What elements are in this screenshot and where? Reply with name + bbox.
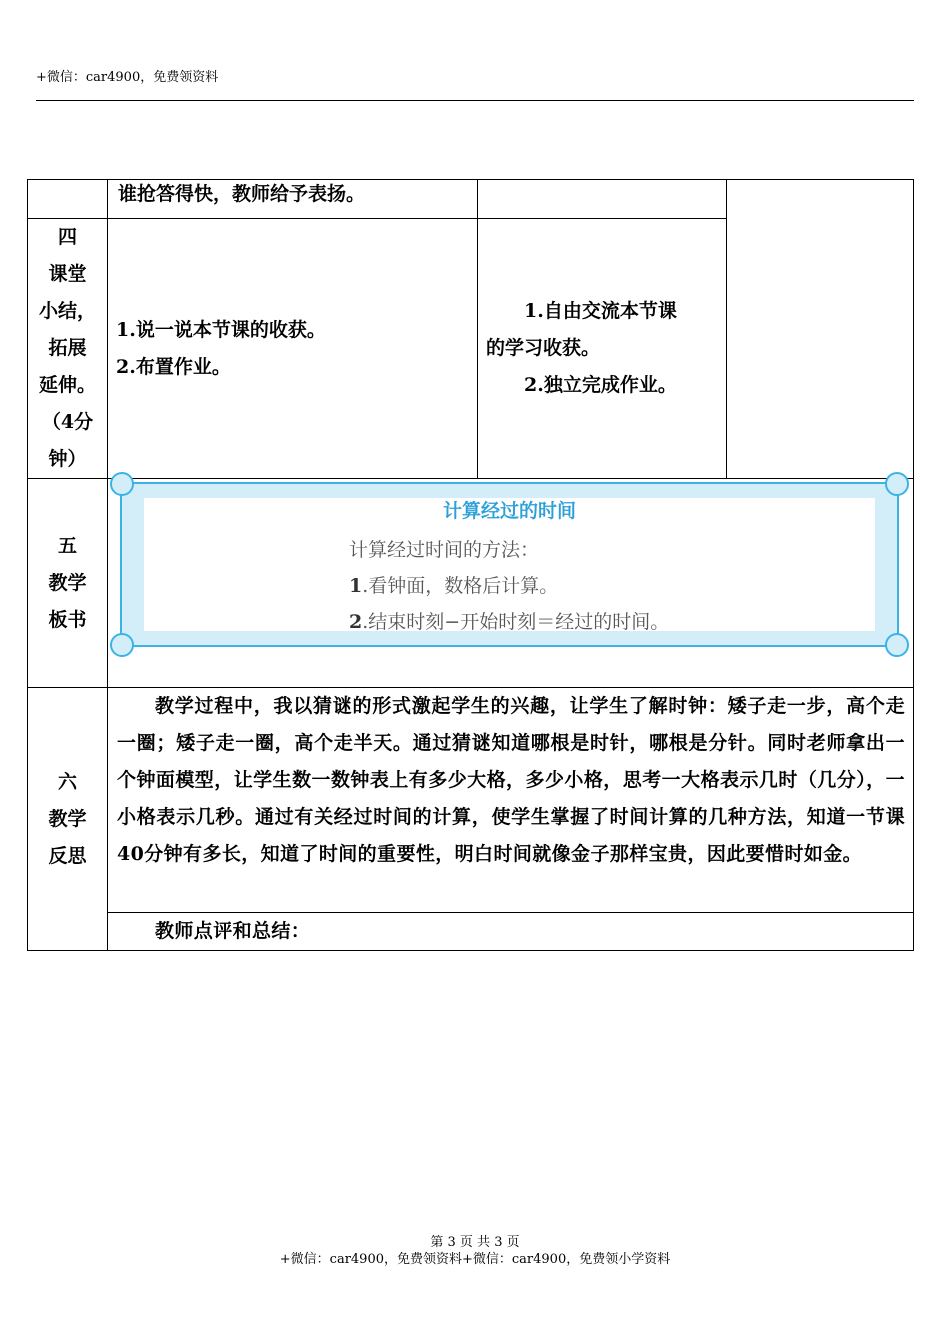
board-line-text: 计算经过时间的方法： xyxy=(349,539,540,561)
student-activity-cell xyxy=(478,219,727,479)
corner-ornament xyxy=(885,633,909,657)
student-step: 1.自由交流本节课 xyxy=(524,300,677,322)
stage-cell-summary xyxy=(28,219,108,479)
corner-ornament xyxy=(885,472,909,496)
board-line xyxy=(349,538,539,562)
corner-ornament xyxy=(110,633,134,657)
board-line-number: 1 xyxy=(349,575,363,597)
stage-line: 小结， xyxy=(38,300,96,322)
stage-line: 反思 xyxy=(48,844,87,867)
stage-cell-empty xyxy=(28,180,108,219)
board-line-text: .结束时刻−开始时刻＝经过的时间。 xyxy=(362,611,670,633)
table-row-reflection xyxy=(28,688,914,913)
stage-line: 拓展 xyxy=(48,337,87,359)
stage-cell-board xyxy=(28,479,108,688)
stage-line: 教学 xyxy=(48,571,87,594)
board-line xyxy=(349,574,558,598)
board-cell xyxy=(108,479,914,688)
stage-cell-reflection xyxy=(28,688,108,951)
comment-label: 教师点评和总结： xyxy=(155,920,311,942)
reflection-text: 教学过程中，我以猜谜的形式激起学生的兴趣，让学生了解时钟：矮子走一步，高个走一圈；矮子走一圈，高个走半天。通过猜谜知道哪根是时针，哪根是分针。同时老师拿出一个钟面模型，让学生数一数钟表上有多少大格，多少小格，思考一大格表示几时（几分），一小格表示几秒。通过有关经过时间的计算，使学生掌握了时间计算的几种方法，知道一节课40分钟有多长，知道了时间的重要性，明白时间就像金子那样宝贵，因此要惜时如金。 xyxy=(117,695,905,865)
teacher-activity-text: 谁抢答得快，教师给予表扬。 xyxy=(118,183,366,205)
teacher-activity-cell xyxy=(108,219,478,479)
teacher-step: 1.说一说本节课的收获。 xyxy=(116,318,326,341)
board-line-text: .看钟面，数格后计算。 xyxy=(362,575,559,597)
teacher-activity-cell xyxy=(108,180,478,219)
blackboard-frame xyxy=(120,482,899,647)
header-text: +微信：car4900，免费领资料 xyxy=(36,70,219,85)
corner-ornament xyxy=(110,472,134,496)
board-line-number: 2 xyxy=(349,611,363,633)
stage-line: 六 xyxy=(57,770,77,793)
table-row-comment xyxy=(28,913,914,951)
header-rule xyxy=(36,100,914,101)
footer-text: +微信：car4900，免费领资料+微信：car4900，免费领小学资料 xyxy=(279,1252,671,1267)
student-activity-cell xyxy=(478,180,727,219)
stage-line: 教学 xyxy=(48,807,87,830)
comment-cell xyxy=(108,913,914,951)
board-title: 计算经过的时间 xyxy=(442,500,576,522)
table-row-board xyxy=(28,479,914,688)
stage-line: （4分 xyxy=(41,411,94,433)
student-step: 的学习收获。 xyxy=(486,337,601,359)
page-number: 第 3 页 共 3 页 xyxy=(430,1235,520,1250)
reflection-cell xyxy=(108,688,914,913)
stage-line: 钟） xyxy=(48,448,87,470)
teacher-step: 2.布置作业。 xyxy=(116,355,231,378)
design-intent-cell xyxy=(727,180,914,479)
stage-line: 课堂 xyxy=(48,263,87,285)
stage-line: 四 xyxy=(57,226,77,248)
stage-line: 延伸。 xyxy=(38,374,96,396)
table-row-continued xyxy=(28,180,914,219)
stage-line: 五 xyxy=(57,534,77,557)
student-step: 2.独立完成作业。 xyxy=(524,374,677,396)
lesson-table xyxy=(27,179,914,951)
stage-line: 板书 xyxy=(48,608,87,631)
board-line xyxy=(349,610,669,634)
